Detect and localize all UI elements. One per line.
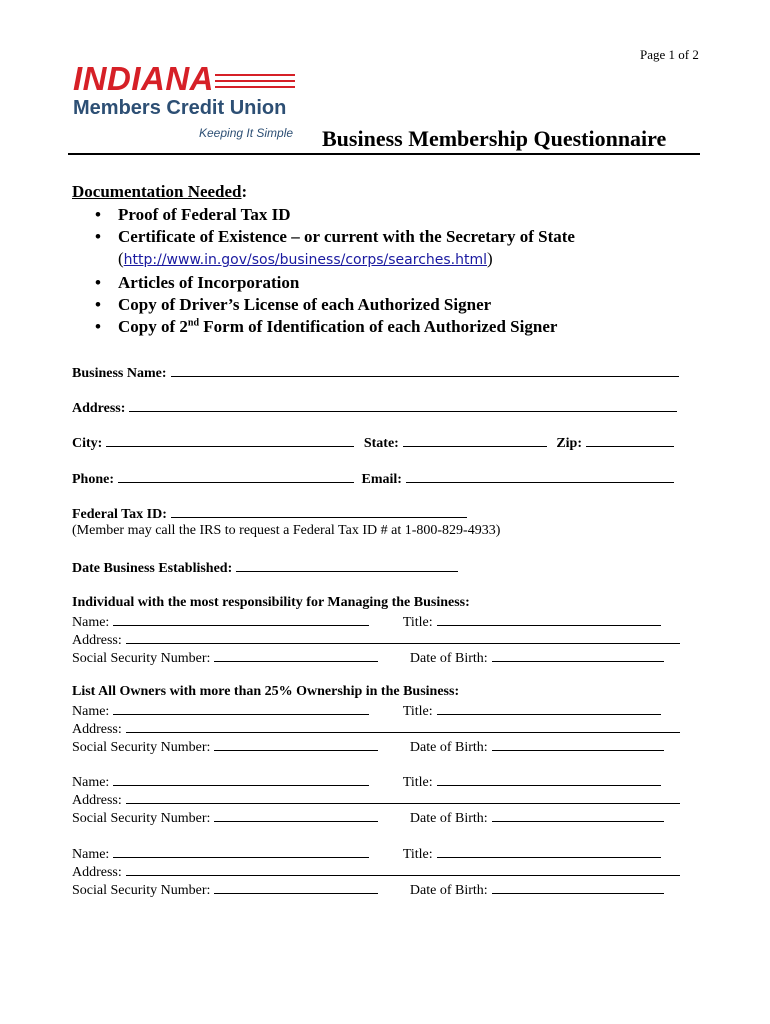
list-item: • Certificate of Existence – or current with the Secretary of State [95,226,575,248]
logo-subtitle: Members Credit Union [73,97,287,119]
manager-address-field[interactable] [126,631,680,644]
bullet-icon: • [95,294,101,314]
zip-field[interactable] [586,434,674,447]
owner3-ssn-dob-row: Social Security Number: Date of Birth: [72,881,664,899]
owner3-dob-field[interactable] [492,881,664,894]
owner2-name-field[interactable] [113,773,369,786]
owner3-name-field[interactable] [113,845,369,858]
email-field[interactable] [406,470,674,483]
owner1-ssn-dob-row: Social Security Number: Date of Birth: [72,738,664,756]
documentation-list [95,204,575,338]
bullet-icon: • [95,205,101,224]
manager-dob-field[interactable] [492,649,664,662]
owner1-address-row: Address: [72,720,680,738]
list-item: • Proof of Federal Tax ID [95,204,575,226]
phone-field[interactable] [118,470,354,483]
owner3-ssn-field[interactable] [214,881,378,894]
date-established-row: Date Business Established: [72,559,458,577]
date-established-field[interactable] [236,559,458,572]
owner1-dob-field[interactable] [492,738,664,751]
list-item: • Copy of Driver’s License of each Authorized Signer [95,294,575,316]
bullet-icon: • [95,272,101,292]
list-item-link: (http://www.in.gov/sos/business/corps/searches.html) [118,249,493,269]
federal-tax-id-row: Federal Tax ID: [72,505,467,523]
logo-tagline: Keeping It Simple [199,126,294,140]
sos-search-link[interactable]: http://www.in.gov/sos/business/corps/searches.html [123,252,488,269]
owner3-address-field[interactable] [126,863,680,876]
owner3-address-row: Address: [72,863,680,881]
manager-title-field[interactable] [437,613,661,626]
owner1-title-field[interactable] [437,702,661,715]
manager-ssn-field[interactable] [214,649,378,662]
owner1-name-field[interactable] [113,702,369,715]
business-name-field[interactable] [171,364,679,377]
logo-name: INDIANA [73,60,214,97]
manager-ssn-dob-row: Social Security Number: Date of Birth: [72,649,664,667]
city-field[interactable] [106,434,354,447]
managing-heading: Individual with the most responsibility for Managing the Business: [72,595,470,610]
documentation-heading: Documentation Needed: [72,182,248,201]
address-row: Address: [72,399,677,417]
address-field[interactable] [129,399,677,412]
owner2-address-field[interactable] [126,791,680,804]
title-divider [68,153,700,155]
owner2-name-title-row: Name: Title: [72,773,661,791]
bullet-icon: • [95,317,101,337]
list-item: • Copy of 2nd Form of Identification of each Authorized Signer [95,316,575,338]
manager-name-field[interactable] [113,613,369,626]
owner2-address-row: Address: [72,791,680,809]
owner3-title-field[interactable] [437,845,661,858]
list-item: • Articles of Incorporation [95,272,575,294]
manager-name-title-row: Name: Title: [72,613,661,631]
owner2-dob-field[interactable] [492,809,664,822]
logo-stripes-icon [215,74,295,92]
bullet-icon: • [95,227,101,247]
indiana-members-logo [73,62,313,146]
federal-tax-id-field[interactable] [171,505,467,518]
page-number: Page 1 of 2 [640,47,699,62]
form-title: Business Membership Questionnaire [322,126,667,151]
tax-id-note: (Member may call the IRS to request a Federal Tax ID # at 1-800-829-4933) [72,523,501,538]
owner2-title-field[interactable] [437,773,661,786]
manager-address-row: Address: [72,631,680,649]
owners-heading: List All Owners with more than 25% Ownership in the Business: [72,684,460,699]
owner2-ssn-field[interactable] [214,809,378,822]
owner1-name-title-row: Name: Title: [72,702,661,720]
business-name-row: Business Name: [72,364,679,382]
owner1-ssn-field[interactable] [214,738,378,751]
phone-email-row: Phone: Email: [72,470,674,488]
owner1-address-field[interactable] [126,720,680,733]
owner2-ssn-dob-row: Social Security Number: Date of Birth: [72,809,664,827]
city-state-zip-row: City: State: Zip: [72,434,674,452]
state-field[interactable] [403,434,547,447]
owner3-name-title-row: Name: Title: [72,845,661,863]
